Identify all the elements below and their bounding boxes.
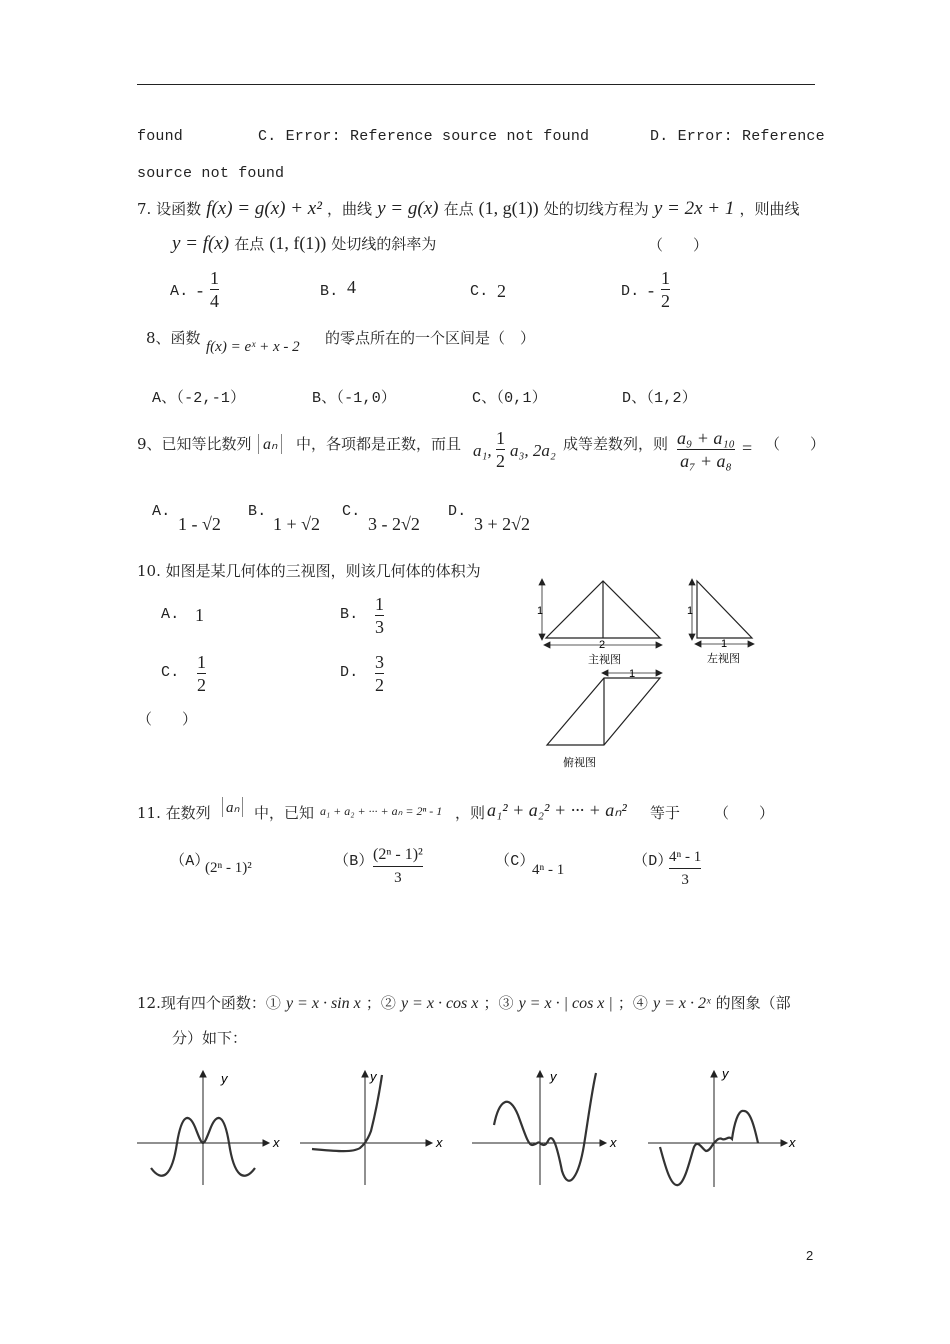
graph-4-y-label: y	[722, 1066, 729, 1081]
q9-seq: aₙ	[263, 436, 278, 453]
q12-line2: 分）如下：	[172, 1029, 248, 1047]
q10-opt-b-num: 1	[375, 594, 384, 614]
q7-opt-a-frac	[210, 268, 219, 311]
q11-opt-b-den: 3	[394, 870, 402, 886]
q9-ratio	[677, 428, 735, 471]
q9-opt-d-val: 3 + 2√2	[474, 514, 531, 534]
q12-tail: 的图象（部	[715, 994, 791, 1012]
q7-opt-a-num: 1	[210, 268, 219, 288]
q7-line2-tail: 处切线的斜率为	[331, 235, 437, 253]
q7-opt-c-label: C.	[470, 283, 489, 300]
q11-opt-c-val: 4ⁿ - 1	[532, 862, 565, 878]
q7-opt-b-val: 4	[347, 277, 356, 297]
q10-text: 10. 如图是某几何体的三视图，则该几何体的体积为	[137, 562, 481, 580]
q9-terms-den: 2	[496, 451, 505, 471]
q11-opt-a-label: （A）	[170, 853, 210, 870]
q12-f2: y = x · cos x	[400, 995, 479, 1012]
header-rule	[137, 84, 815, 85]
dim-side-w: 1	[721, 638, 728, 650]
q7-mid2: 在点	[443, 200, 474, 218]
q7-opt-d-frac	[661, 268, 670, 311]
dim-front-h: 1	[537, 605, 544, 617]
q10-opt-b-frac	[375, 594, 384, 637]
page-number: 2	[806, 1248, 814, 1263]
q12-line1	[137, 992, 791, 1013]
q9-prefix: 9、已知等比数列	[137, 435, 252, 453]
q7-opt-c-val: 2	[497, 281, 506, 301]
q11-mid2: ，则	[455, 804, 486, 822]
q9-ratio-den: a₇ + a₈	[680, 451, 732, 471]
q10-opt-a-label: A.	[161, 606, 180, 623]
q6-tail-c: C. Error: Reference source not found	[258, 128, 590, 145]
q8-prefix: 8、函数	[146, 329, 201, 347]
q6-tail-a: found	[137, 128, 184, 145]
q7-line2-expr: y = f(x)	[172, 233, 230, 254]
graph-4	[648, 1065, 798, 1190]
q11-opt-d-num: 4ⁿ - 1	[669, 849, 702, 865]
q10-opt-c-frac	[197, 652, 206, 695]
q7-opt-a-label: A.	[170, 283, 189, 300]
q11-tail: 等于	[650, 804, 681, 822]
q9-opt-b-val: 1 + √2	[273, 514, 321, 534]
dim-front-w: 2	[599, 639, 606, 651]
q11-opt-d-frac	[669, 847, 701, 890]
q10-opt-b-label: B.	[340, 606, 359, 623]
top-view-label: 俯视图	[563, 757, 596, 769]
q7-line2-point: (1, f(1))	[269, 233, 327, 253]
q7-tail: ，则曲线	[739, 200, 800, 218]
q7-prefix: 7. 设函数	[137, 200, 202, 218]
q10-opt-c-label: C.	[161, 664, 180, 681]
front-view	[546, 581, 660, 638]
q11-seq: aₙ	[226, 800, 240, 816]
q9-terms-rest: a₃, 2a₂	[510, 441, 556, 460]
q12-prefix: 12.现有四个函数：①	[137, 994, 281, 1012]
graph-1-x-label: x	[273, 1135, 280, 1150]
q6-tail-d: D. Error: Reference	[650, 128, 825, 145]
q12-f1: y = x · sin x	[285, 995, 361, 1012]
front-view-label: 主视图	[588, 654, 621, 666]
q7-point1: (1, g(1))	[478, 198, 539, 218]
q9-mid: 中，各项都是正数，而且	[296, 435, 462, 453]
q10-opt-d-label: D.	[340, 664, 359, 681]
q8-opt-c: C、（0,1）	[472, 390, 547, 407]
q7-opt-b-label: B.	[320, 283, 339, 300]
q7-opt-a-den: 4	[210, 291, 219, 311]
q8-tail: 的零点所在的一个区间是（ ）	[325, 329, 536, 347]
q11-sum: a₁² + a₂² + ··· + aₙ²	[487, 800, 627, 820]
q9-ratio-num: a₉ + a₁₀	[677, 428, 735, 448]
graph-3-y-label: y	[550, 1069, 557, 1084]
q7-line2-mid: 在点	[234, 235, 265, 253]
q7-line1	[137, 198, 799, 220]
q9-opt-a-val: 1 - √2	[178, 514, 221, 534]
q7-line2	[172, 233, 436, 255]
top-view	[547, 678, 660, 745]
q9-terms-a1: a₁,	[473, 441, 492, 460]
q10-opt-d-frac	[375, 652, 384, 695]
graph-2-y-label: y	[370, 1069, 377, 1084]
three-views-figure	[530, 575, 770, 775]
q9-opt-b-label: B.	[248, 503, 267, 520]
q8-opt-b: B、（-1,0）	[312, 390, 397, 407]
q7-mid1: ，曲线	[327, 200, 373, 218]
q11-opt-b-frac	[373, 845, 423, 888]
q7-opt-a-sign: -	[197, 280, 203, 300]
graph-3	[472, 1065, 622, 1190]
q7-paren: （ ）	[648, 236, 709, 254]
q9-eq: =	[742, 438, 753, 458]
q8-opt-a: A、（-2,-1）	[152, 390, 246, 407]
q7-opt-d-den: 2	[661, 291, 670, 311]
q12-f3: y = x · | cos x |	[518, 995, 613, 1012]
side-view	[697, 581, 752, 638]
side-view-label: 左视图	[707, 653, 740, 665]
q10-opt-b-den: 3	[375, 617, 384, 637]
q7-expr1: f(x) = g(x) + x²	[206, 198, 322, 219]
graph-2	[300, 1065, 450, 1190]
q12-s3: ；④	[617, 994, 648, 1012]
q10-opt-c-num: 1	[197, 652, 206, 672]
q12-s1: ；②	[365, 994, 396, 1012]
q10-opt-d-den: 2	[375, 675, 384, 695]
q7-expr3: y = 2x + 1	[653, 198, 735, 219]
q9-opt-c-label: C.	[342, 503, 361, 520]
q10-opt-c-den: 2	[197, 675, 206, 695]
q11-opt-d-label: （D）	[633, 853, 673, 870]
q7-expr2: y = g(x)	[377, 198, 439, 219]
q7-mid3: 处的切线方程为	[543, 200, 649, 218]
q11-opt-a-val: (2ⁿ - 1)²	[205, 860, 252, 876]
q7-opt-d-label: D.	[621, 283, 640, 300]
q12-f4: y = x · 2ˣ	[653, 995, 711, 1012]
q9-opt-d-label: D.	[448, 503, 467, 520]
q9-paren: （ ）	[765, 435, 826, 453]
graph-1	[137, 1065, 287, 1190]
q9-terms-frac	[496, 428, 505, 471]
dim-top-w: 1	[629, 668, 636, 680]
q11-opt-d-den: 3	[681, 872, 689, 888]
q11-opt-b-label: （B）	[334, 853, 374, 870]
q10-opt-a-val: 1	[195, 605, 204, 625]
q10-paren: （ ）	[137, 710, 198, 728]
q11-cond: a₁ + a₂ + ··· + aₙ = 2ⁿ - 1	[320, 804, 443, 818]
graph-3-x-label: x	[610, 1135, 617, 1150]
q12-s2: ；③	[483, 994, 514, 1012]
graph-1-y-label: y	[221, 1071, 228, 1086]
graph-2-x-label: x	[436, 1135, 443, 1150]
q11-opt-c-label: （C）	[495, 853, 535, 870]
q9-seq-brace	[258, 434, 282, 454]
q11-prefix: 11. 在数列	[137, 804, 211, 822]
q9-mid2: 成等差数列，则	[563, 435, 669, 453]
q11-opt-b-num: (2ⁿ - 1)²	[373, 846, 423, 863]
q11-seq-brace	[222, 797, 243, 817]
graph-4-x-label: x	[789, 1135, 796, 1150]
q8-opt-d: D、（1,2）	[622, 390, 697, 407]
q7-opt-d-sign: -	[648, 280, 654, 300]
q10-opt-d-num: 3	[375, 652, 384, 672]
dim-side-h: 1	[687, 605, 694, 617]
q9-terms-num: 1	[496, 428, 505, 448]
q9-opt-c-val: 3 - 2√2	[368, 514, 420, 534]
q9-opt-a-label: A.	[152, 503, 171, 520]
q11-mid: 中，已知	[254, 804, 315, 822]
q8-expr: f(x) = eˣ + x - 2	[206, 339, 300, 355]
q11-paren: （ ）	[714, 804, 775, 822]
q6-tail-line2: source not found	[137, 165, 285, 182]
q7-opt-d-num: 1	[661, 268, 670, 288]
